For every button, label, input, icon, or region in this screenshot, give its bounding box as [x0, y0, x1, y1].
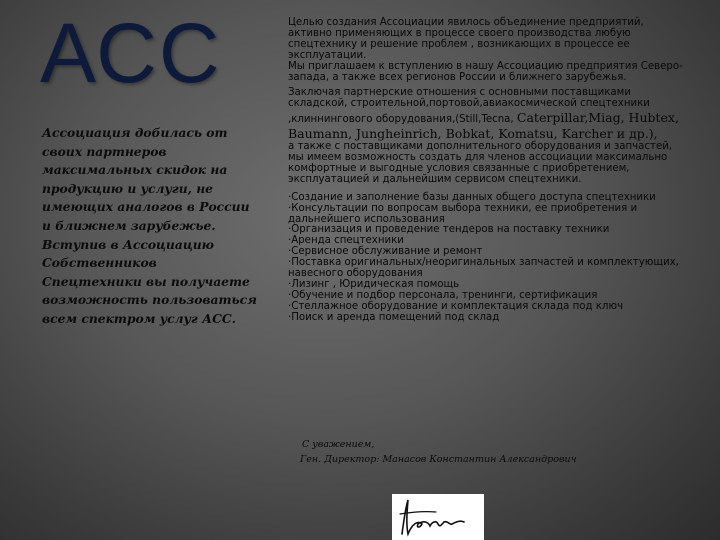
goal-paragraph: Целью создания Ассоциации явилось объединение предприятий, активно применяющих в процессе своего производства любую спецтехнику и решение проблем , возникающих в процессе ее эксплуатации. — [288, 17, 644, 61]
list-item: ·Поиск и аренда помещений под склад — [288, 311, 500, 323]
handwritten-signature-icon — [392, 494, 484, 540]
services-list — [288, 193, 686, 324]
list-item: ·Консультации по вопросам выбора техники, ее приобретения и дальнейшего использования — [288, 202, 638, 225]
regards-text: С уважением, — [302, 439, 375, 450]
left-intro-text: Ассоциация добилась от своих партнеров максимальных скидок на продукцию и услуги, не имеющих аналогов в России и ближнем зарубежье. Вступив в Ассоциацию Собственников Спецтехники вы получаете возможность пользоваться всем спектром услуг АСС. — [42, 125, 257, 326]
director-text: Ген. Директор: Манасов Константин Александрович — [300, 454, 577, 465]
list-item: ·Создание и заполнение базы данных общего доступа спецтехники — [288, 191, 656, 203]
signature-image — [392, 494, 484, 540]
list-item: ·Обучение и подбор персонала, тренинги, сертификация — [288, 289, 598, 301]
list-item: ·Поставка оригинальных/неоригинальных запчастей и комплектующих, навесного оборудования — [288, 257, 679, 280]
partner-brands: Caterpillar,Miag, Hubtex, Baumann, Jungheinrich, Bobkat, Komatsu, Karcher и др.), — [288, 110, 679, 142]
right-column — [288, 18, 686, 324]
list-item: ·Сервисное обслуживание и ремонт — [288, 246, 483, 258]
list-item: ·Аренда спецтехники — [288, 235, 404, 247]
slide-title: АСС — [40, 6, 222, 100]
list-item: ·Организация и проведение тендеров на поставку техники — [288, 224, 610, 236]
invitation-paragraph: Мы приглашаем к вступлению в нашу Ассоциацию предприятия Северо-запада, а также всех регионов России и ближнего зарубежья. — [288, 60, 683, 83]
list-item: ·Стеллажное оборудование и комплектация склада под ключ — [288, 300, 624, 312]
list-item: ·Лизинг , Юридическая помощь — [288, 278, 460, 290]
partners-paragraph — [288, 88, 686, 142]
signature-block — [300, 437, 577, 467]
suppliers-paragraph: а также с поставщиками дополнительного оборудования и запчастей, мы имеем возможность создать для членов ассоциации максимально комфортные и выгодные условия связанные с приобретением, эксплуатацией и дальнейшим сервисом спецтехники. — [288, 141, 673, 185]
partners-text: Заключая партнерские отношения с основными поставщиками складской, строительной,портовой,авиакосмической спецтехники ,клиннингового оборудования,(Still,Tecna, — [288, 87, 650, 126]
